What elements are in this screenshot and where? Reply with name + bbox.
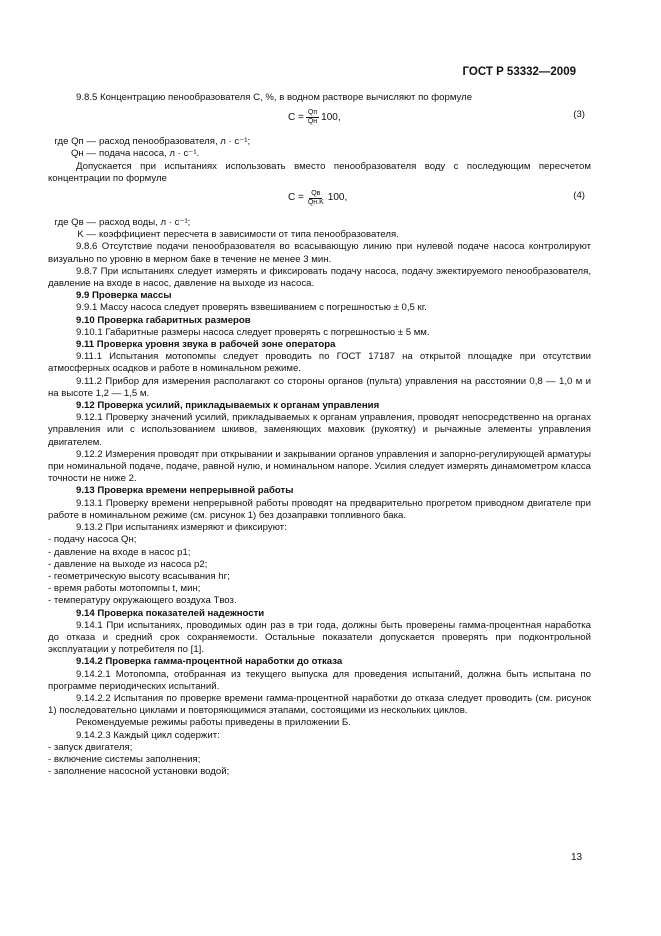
definition-row	[48, 217, 591, 229]
paragraph-9132: 9.13.2 При испытаниях измеряют и фиксируют:	[76, 522, 287, 534]
list-item: - время работы мотопомпы t, мин;	[48, 583, 201, 595]
formula-3-lhs: C =	[288, 111, 304, 123]
list-item: - геометрическую высоту всасывания hг;	[48, 570, 230, 582]
paragraph-91421: 9.14.2.1 Мотопомпа, отобранная из текущего выпуска для проведения испытаний, должна быть испытана по программе периодических испытаний.	[48, 668, 591, 692]
formula-3-numerator: Qп	[307, 109, 318, 117]
paragraph-986: 9.8.6 Отсутствие подачи пенообразователя во всасывающую линию при нулевой подаче насоса контролируют визуально по уровню в мерном баке в течение не менее 3 мин.	[48, 241, 591, 265]
definition-text: расход пенообразователя, л · с⁻¹;	[99, 136, 251, 148]
list-item: - подачу насоса Qн;	[48, 534, 137, 546]
formula-3	[48, 107, 591, 133]
list-item: - включение системы заполнения;	[48, 753, 201, 765]
formula-3-fraction	[306, 109, 319, 126]
paragraph-991: 9.9.1 Массу насоса следует проверять взвешиванием с погрешностью ± 0,5 кг.	[76, 302, 427, 314]
heading-9-11: 9.11 Проверка уровня звука в рабочей зоне оператора	[76, 339, 336, 351]
paragraph-9111: 9.11.1 Испытания мотопомпы следует проводить по ГОСТ 17187 на открытой площадке при отсутствии атмосферных осадков и работе в номинальном режиме.	[48, 351, 591, 375]
document-body	[48, 92, 591, 778]
list-item: - температуру окружающего воздуха Tвоз.	[48, 595, 237, 607]
formula-3-number: (3)	[573, 109, 585, 121]
formula-3-denominator: Qн	[307, 118, 318, 126]
paragraph-9131: 9.13.1 Проверку времени непрерывной работы проводят на предварительно прогретом приводном двигателе при работе в номинальном режиме (см. рисунок 1) без дозаправки топливного бака.	[48, 497, 591, 521]
paragraph-9101: 9.10.1 Габаритные размеры насоса следует проверять с погрешностью ± 5 мм.	[76, 326, 430, 338]
page-number: 13	[571, 852, 583, 863]
list-item: - давление на входе в насос p1;	[48, 546, 191, 558]
formula-4-number: (4)	[573, 190, 585, 202]
formula-4	[48, 188, 591, 214]
heading-9-14: 9.14 Проверка показателей надежности	[76, 607, 265, 619]
paragraph-91422: 9.14.2.2 Испытания по проверке времени гамма-процентной наработки до отказа следует проводить (см. рисунок 1) последовательно циклами и повторяющимися этапами, состоящими из нескольких циклов.	[48, 692, 591, 717]
definition-text: расход воды, л · с⁻¹;	[99, 217, 191, 229]
definition-label: где Qв —	[54, 217, 96, 229]
heading-9-14-2: 9.14.2 Проверка гамма-процентной наработки до отказа	[76, 656, 343, 668]
definition-label: K —	[77, 229, 96, 241]
paragraph-985: 9.8.5 Концентрацию пенообразователя C, %, в водном растворе вычисляют по формуле	[76, 92, 473, 103]
document-header: ГОСТ Р 53332—2009	[462, 66, 576, 78]
paragraph-9141: 9.14.1 При испытаниях, проводимых один раз в три года, должны быть проверены гамма-процентная наработка до отказа и средний срок сохраняемости. Остальные показатели допускается проверять при подконтрольной эксплуатации у потребителя по [1].	[48, 619, 591, 656]
formula-4-numerator: Qв	[311, 190, 321, 198]
formula-4-lhs: C =	[288, 192, 304, 204]
paragraph-9121: 9.12.1 Проверку значений усилий, прикладываемых к органам управления, проводят непосредственно на органах управления или с использованием шкивов, заменяющих маховик (рукоятку) и рычажные элементы управления двигателем.	[48, 412, 591, 448]
paragraph-water: Допускается при испытаниях использовать вместо пенообразователя воду с последующим пересчетом концентрации по формуле	[48, 160, 591, 184]
list-item: - давление на выходе из насоса p2;	[48, 558, 208, 570]
definition-label: где Qп —	[54, 136, 96, 148]
paragraph-91423: 9.14.2.3 Каждый цикл содержит:	[76, 729, 220, 741]
heading-9-13: 9.13 Проверка времени непрерывной работы	[76, 485, 294, 497]
list-item: - запуск двигателя;	[48, 741, 133, 753]
definition-label: Qн —	[70, 148, 96, 160]
paragraph-recommend: Рекомендуемые режимы работы приведены в приложении Б.	[76, 717, 351, 729]
definition-row	[48, 148, 591, 160]
formula-4-fraction	[306, 190, 326, 207]
formula-4-tail: 100,	[327, 192, 348, 204]
heading-9-10: 9.10 Проверка габаритных размеров	[76, 314, 251, 326]
definition-row	[48, 136, 591, 148]
formula-4-denominator: Qн.K	[307, 199, 324, 207]
formula-3-tail: 100,	[321, 111, 341, 123]
paragraph-9122: 9.12.2 Измерения проводят при открывании и закрывании органов управления и запорно-регулирующей арматуры при номинальной подаче, подаче, равной нулю, и номинальном напоре. Усилия следует измерять динамометром класса точности не ниже 2.	[48, 448, 591, 485]
paragraph-987: 9.8.7 При испытаниях следует измерять и фиксировать подачу насоса, подачу эжектируемого пенообразователя, давление на входе в насос, давление на выходе из насоса.	[48, 265, 591, 290]
heading-9-12: 9.12 Проверка усилий, прикладываемых к органам управления	[76, 400, 380, 412]
paragraph-9112: 9.11.2 Прибор для измерения располагают со стороны органов (пульта) управления на расстоянии 0,8 — 1,0 м и на высоте 1,2 — 1,5 м.	[48, 375, 591, 399]
definition-text: коэффициент пересчета в зависимости от типа пенообразователя.	[99, 229, 399, 241]
list-item: - заполнение насосной установки водой;	[48, 766, 230, 778]
heading-9-9: 9.9 Проверка массы	[76, 290, 172, 302]
definition-text: подача насоса, л · с⁻¹.	[99, 148, 200, 160]
definition-row	[48, 229, 591, 241]
